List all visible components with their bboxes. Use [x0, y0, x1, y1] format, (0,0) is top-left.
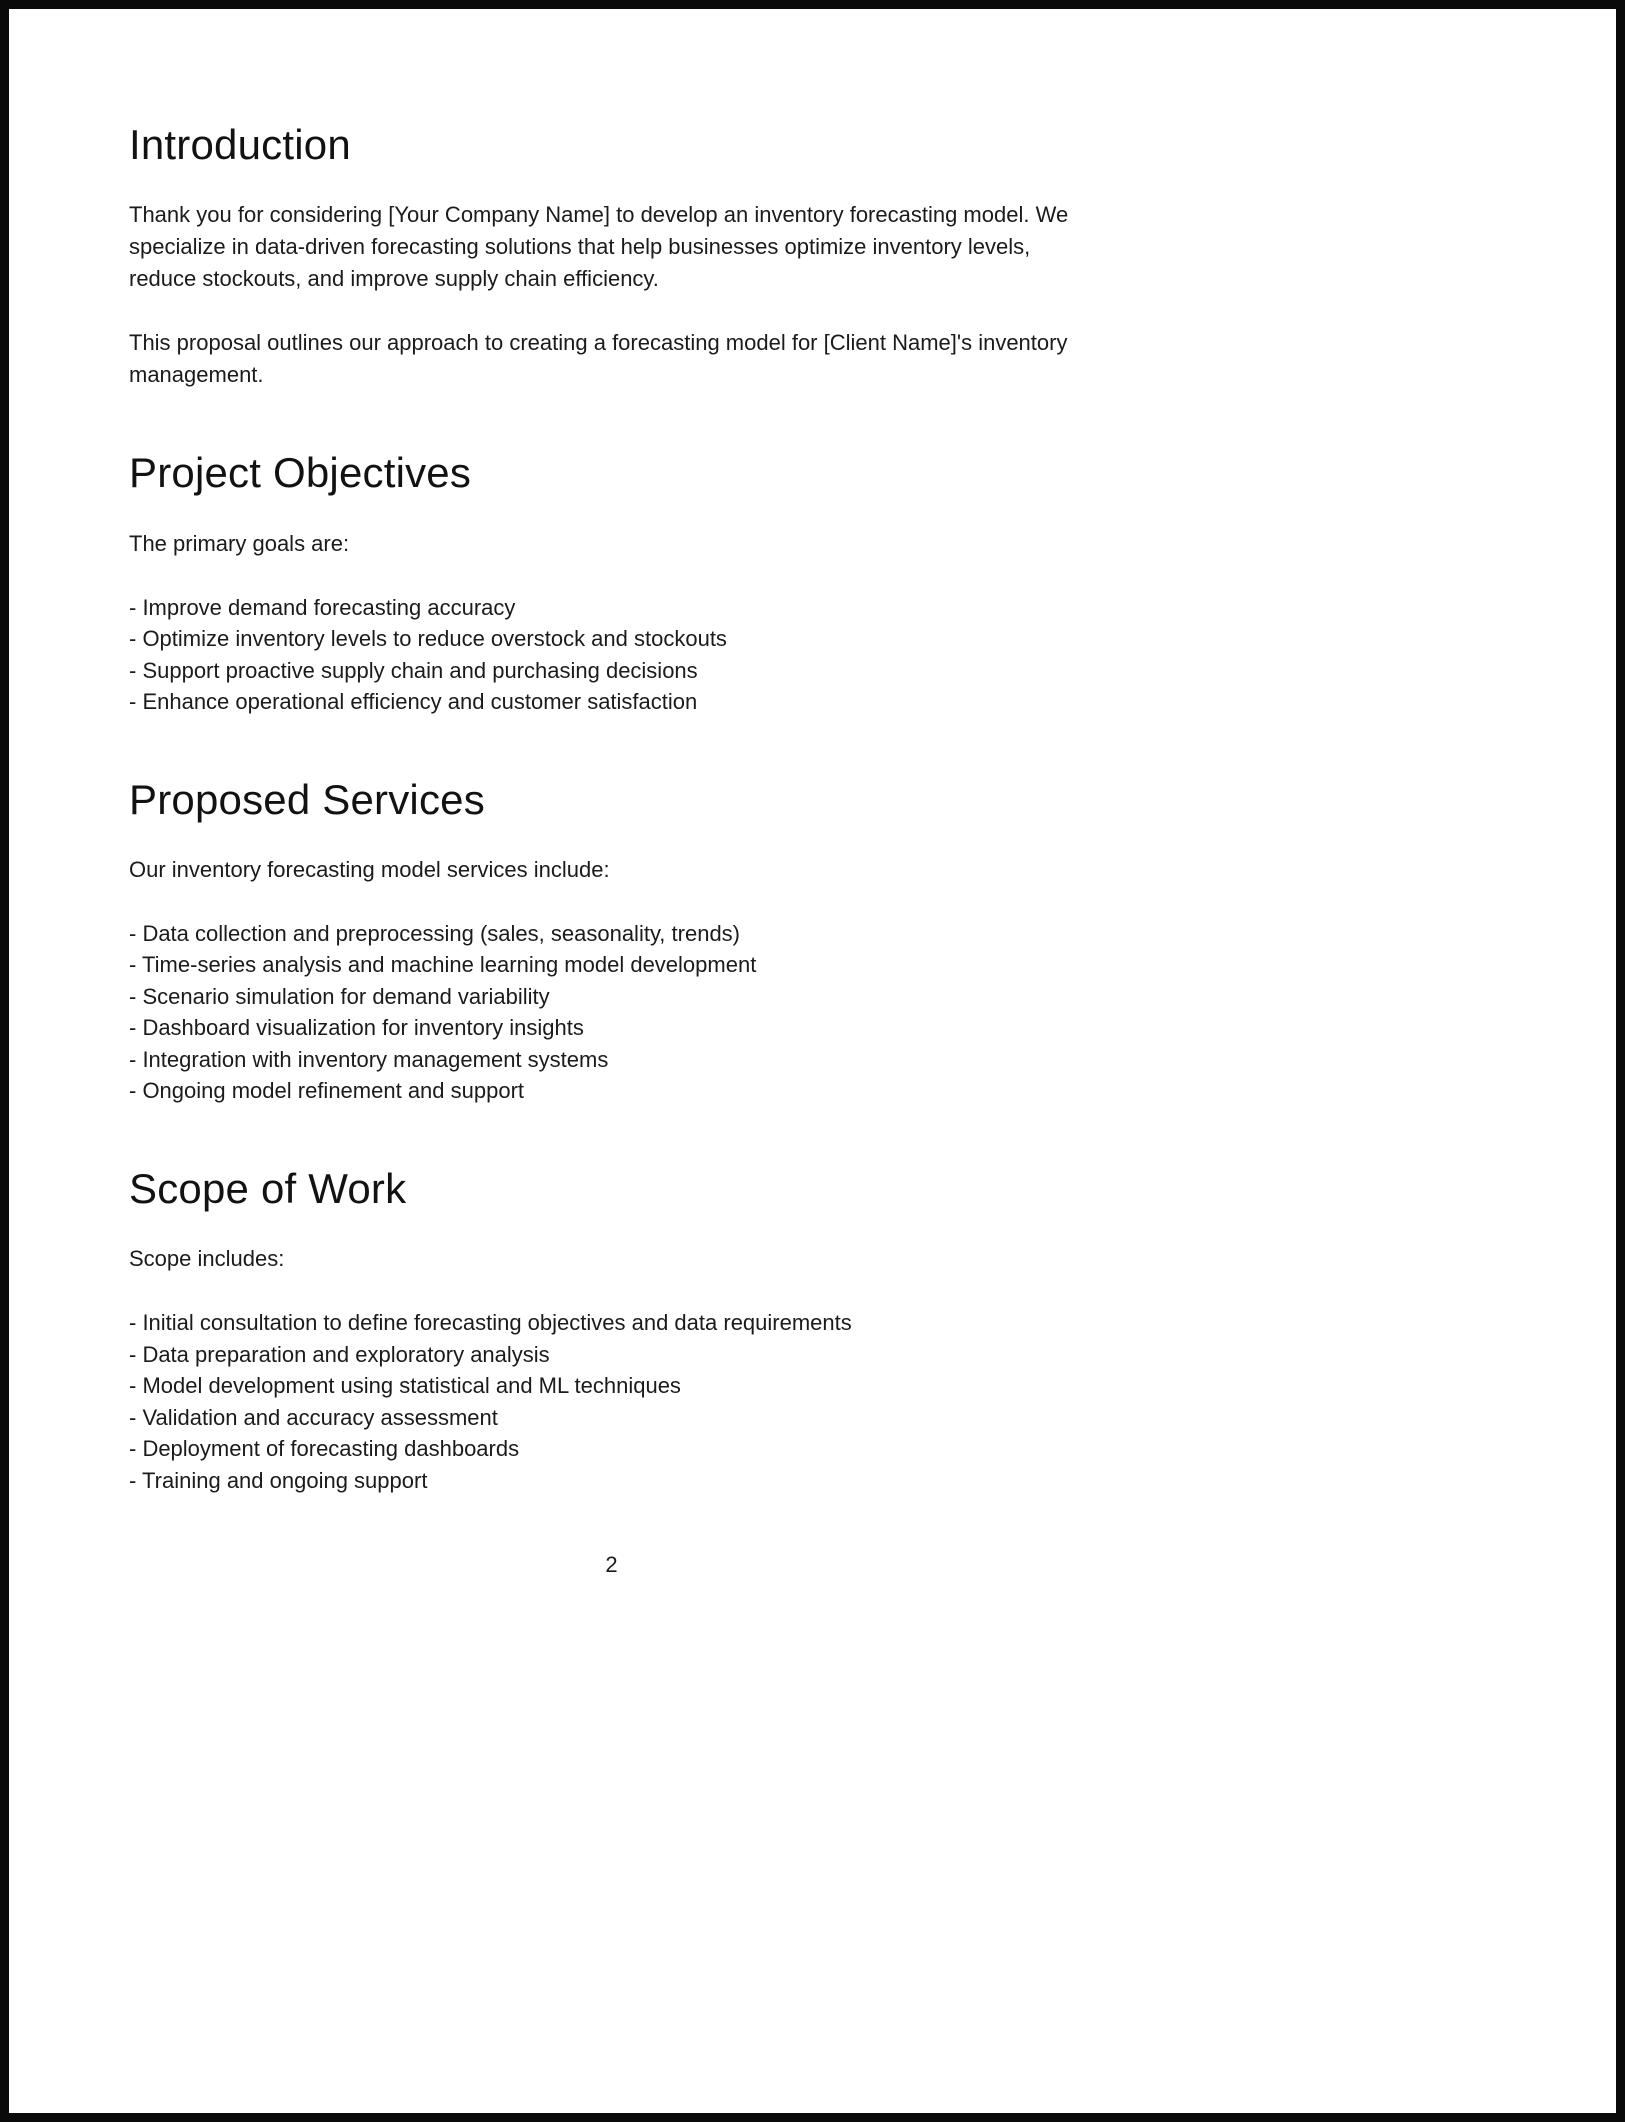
- paragraph: This proposal outlines our approach to creating a forecasting model for [Client Name]'s inventory management.: [129, 330, 1068, 388]
- list-item: - Time-series analysis and machine learning model development: [129, 952, 757, 978]
- list-item: - Integration with inventory management systems: [129, 1046, 609, 1072]
- list-item: - Enhance operational efficiency and customer satisfaction: [129, 689, 698, 715]
- section-project-objectives: [129, 449, 1094, 717]
- list-item: - Deployment of forecasting dashboards: [129, 1436, 520, 1462]
- list-item: - Data collection and preprocessing (sales, seasonality, trends): [129, 920, 741, 946]
- page-number: 2: [605, 1552, 618, 1578]
- list-item: - Model development using statistical and ML techniques: [129, 1373, 681, 1399]
- list-item: - Scenario simulation for demand variability: [129, 983, 550, 1009]
- section-heading-proposed-services: Proposed Services: [129, 775, 485, 823]
- scope-list: [129, 1307, 1094, 1496]
- section-introduction: [129, 121, 1094, 391]
- list-item: - Initial consultation to define forecasting objectives and data requirements: [129, 1310, 852, 1336]
- paragraph: The primary goals are:: [129, 530, 350, 556]
- services-list: [129, 918, 1094, 1107]
- section-heading-project-objectives: Project Objectives: [129, 449, 472, 497]
- paragraph: Scope includes:: [129, 1246, 285, 1272]
- list-item: - Training and ongoing support: [129, 1467, 428, 1493]
- list-item: - Dashboard visualization for inventory insights: [129, 1015, 584, 1041]
- paragraph: Our inventory forecasting model services include:: [129, 856, 610, 882]
- list-item: - Validation and accuracy assessment: [129, 1404, 498, 1430]
- paragraph: Thank you for considering [Your Company Name] to develop an inventory forecasting model. We specialize in data-driven forecasting solutions that help businesses optimize inventory levels, reduce stockouts, and improve supply chain efficiency.: [129, 202, 1069, 292]
- page-content: [9, 9, 1094, 1578]
- section-heading-scope-of-work: Scope of Work: [129, 1164, 407, 1212]
- list-item: - Data preparation and exploratory analysis: [129, 1341, 550, 1367]
- section-scope-of-work: [129, 1165, 1094, 1496]
- list-item: - Ongoing model refinement and support: [129, 1078, 525, 1104]
- list-item: - Support proactive supply chain and purchasing decisions: [129, 657, 698, 683]
- list-item: - Improve demand forecasting accuracy: [129, 594, 516, 620]
- page-footer: [129, 1552, 1094, 1578]
- objectives-list: [129, 592, 1094, 718]
- section-heading-introduction: Introduction: [129, 121, 351, 168]
- section-proposed-services: [129, 776, 1094, 1107]
- list-item: - Optimize inventory levels to reduce overstock and stockouts: [129, 626, 727, 652]
